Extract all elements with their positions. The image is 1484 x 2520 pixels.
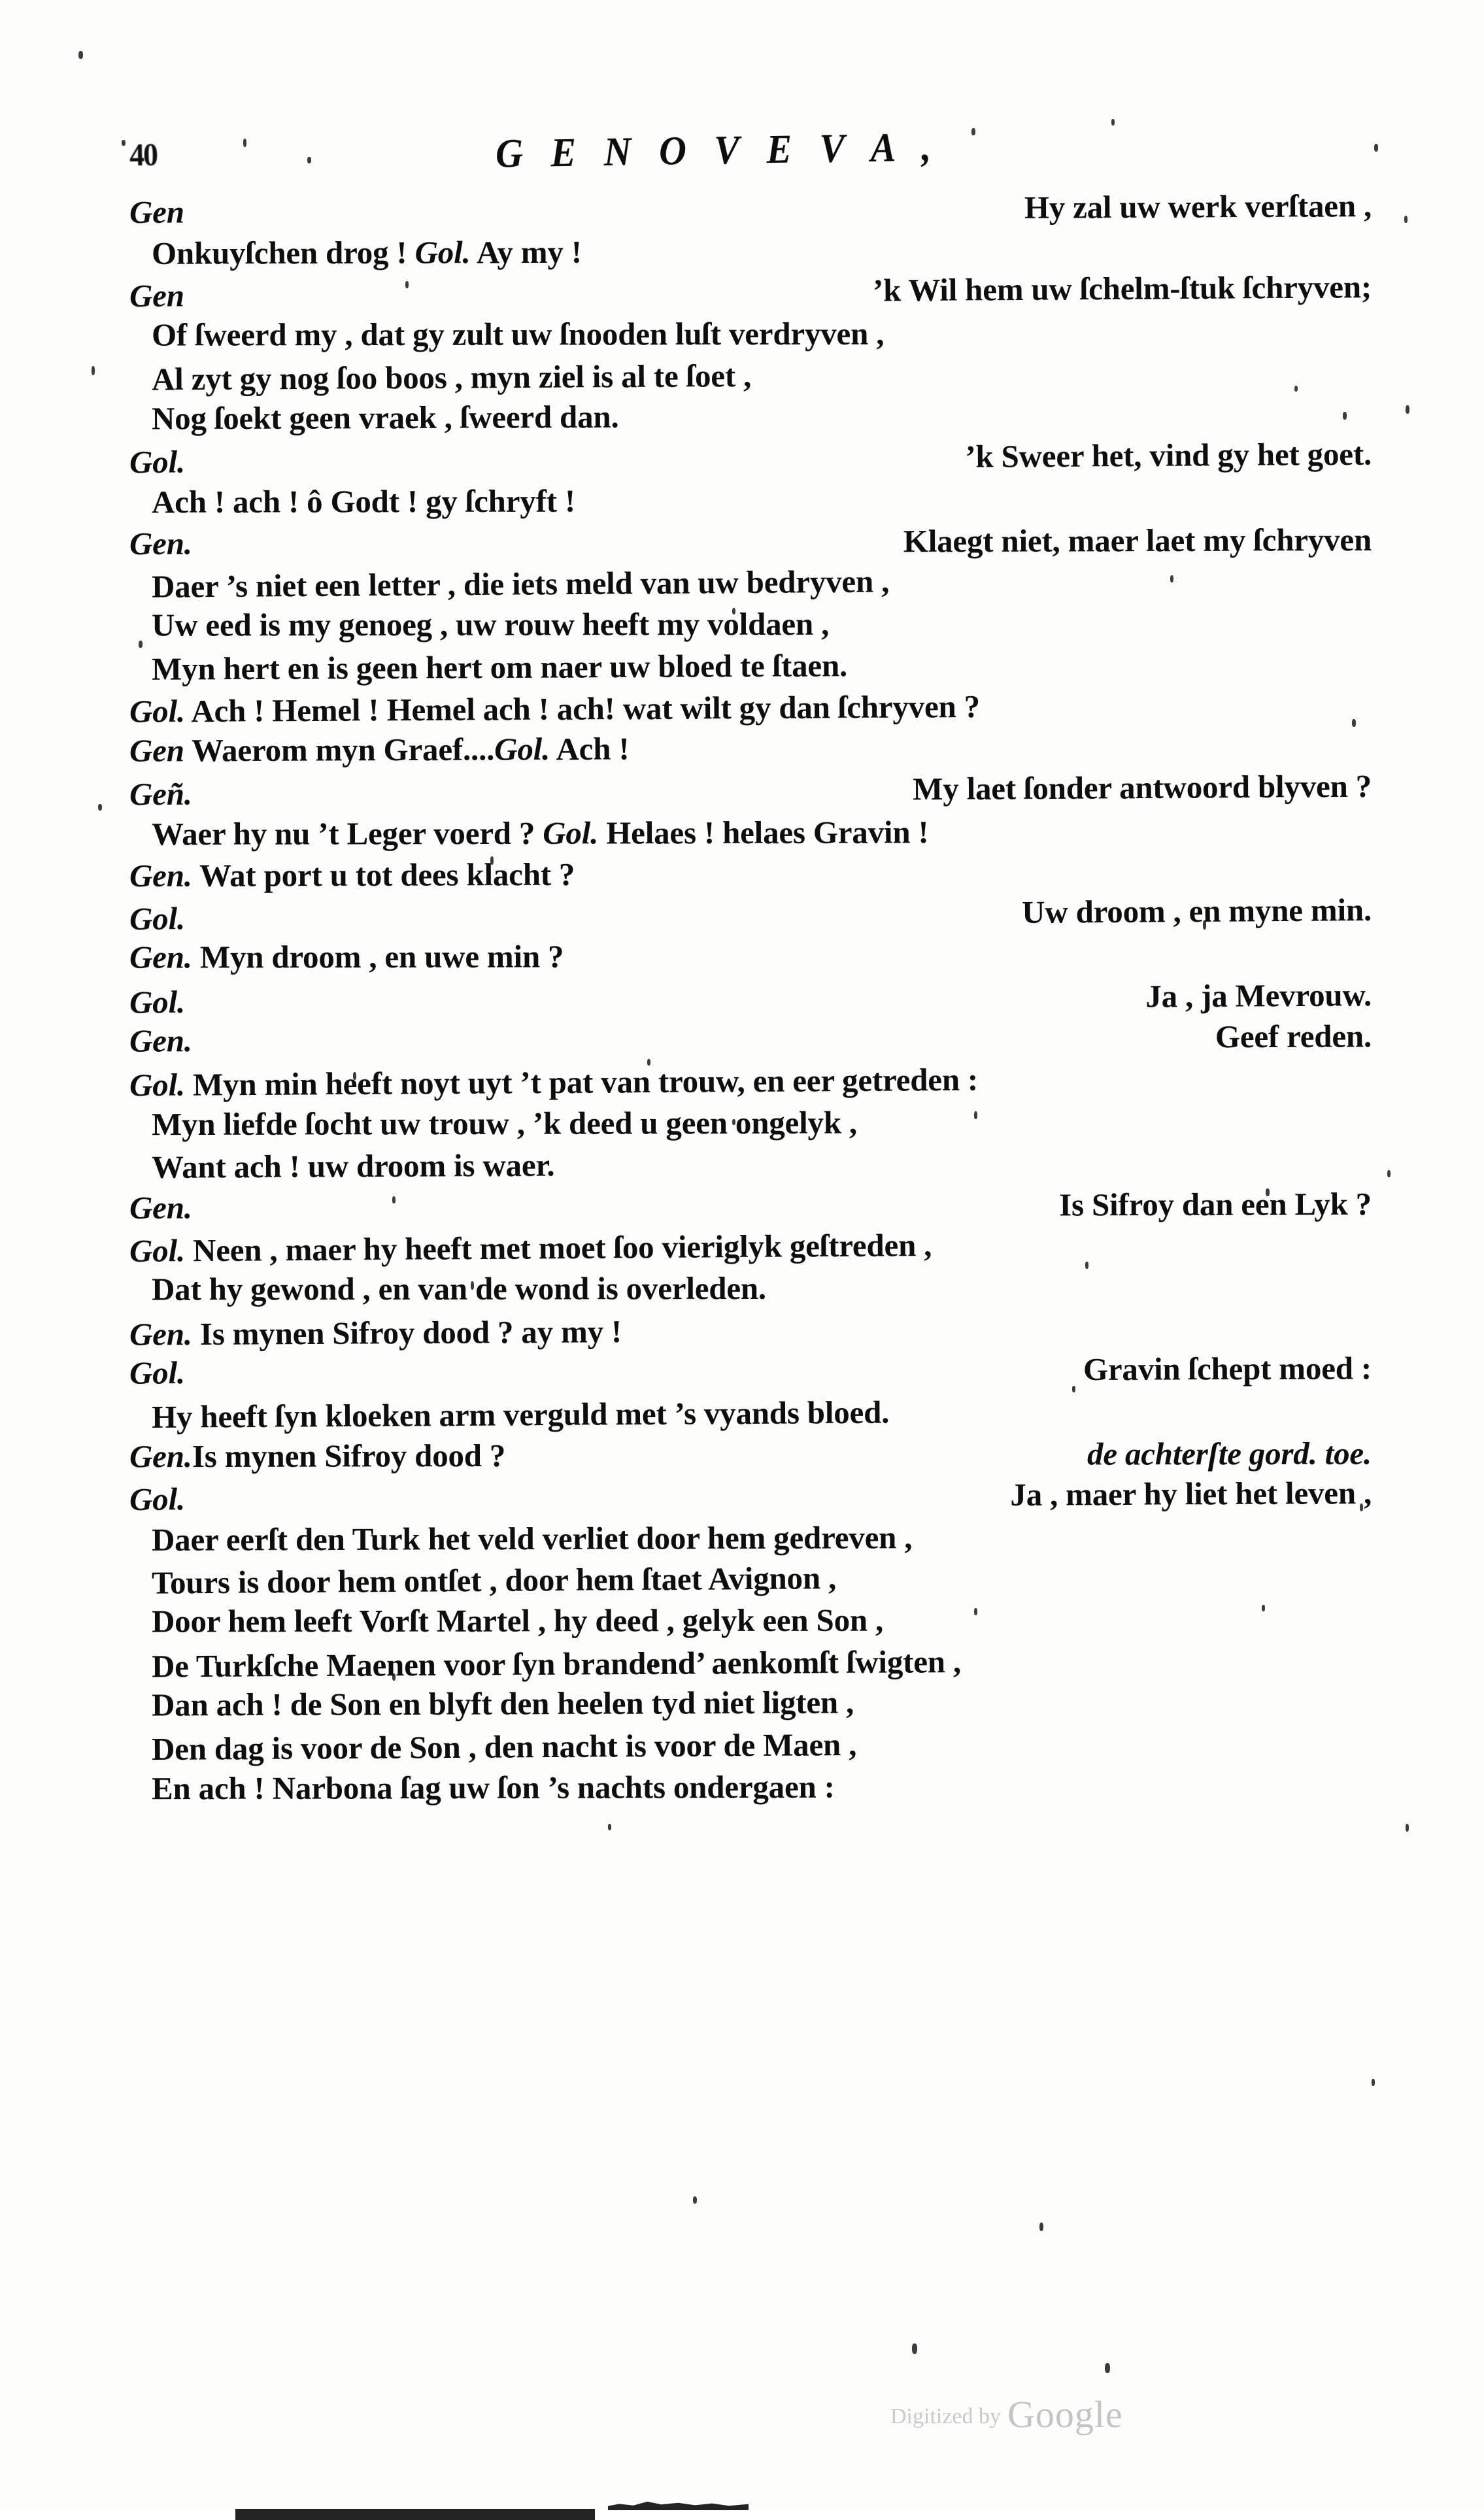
- cue-spacer: [185, 1380, 1083, 1383]
- cue-spacer: [185, 1007, 1145, 1013]
- digitized-by-google-watermark: [890, 2393, 1123, 2436]
- cue-spacer: [184, 218, 1024, 223]
- speech-text: Geef reden.: [1215, 1018, 1372, 1055]
- speaker-cue: Gen.: [129, 939, 192, 975]
- speaker-cue: Gol.: [129, 443, 186, 480]
- dialogue-line: [129, 765, 1372, 815]
- verse-tail: Ay my !: [470, 233, 582, 270]
- scan-speck: [1039, 2223, 1043, 2231]
- verse-line: [129, 810, 1372, 854]
- stage-direction: de achterſte gord. toe.: [1087, 1435, 1372, 1472]
- speaker-cue: Gen.: [129, 1189, 192, 1226]
- verse-text: Want ach ! uw droom is waer.: [151, 1147, 555, 1185]
- verse-text: Waer hy nu ’t Leger voerd ?: [151, 815, 543, 852]
- scan-edge-bar-right: [608, 2500, 749, 2510]
- speaker-cue: Gol.: [129, 983, 186, 1020]
- speaker-cue: Gen.: [129, 1315, 193, 1352]
- dialogue-line: [129, 266, 1372, 316]
- page-text-block: [129, 124, 1372, 1807]
- verse-line: [129, 478, 1372, 522]
- speech-text: My laet ſonder antwoord blyven ?: [912, 767, 1372, 807]
- inline-speaker-cue: Gol.: [543, 815, 599, 851]
- dialogue-line-with-stage-direction: [129, 1433, 1372, 1477]
- verse-line: [129, 1679, 1372, 1726]
- speaker-cue: Gol.: [129, 1481, 186, 1517]
- speaker-cue: Gol.: [129, 1354, 186, 1391]
- verse-line: [129, 557, 1372, 607]
- cue-spacer: [184, 301, 873, 307]
- speech-text: Neen , maer hy heeft met moet ſoo vieriglyk geſtreden ,: [184, 1226, 932, 1268]
- dialogue-line: [129, 1472, 1372, 1520]
- verse-line: [129, 1101, 1372, 1145]
- speech-text: Wat port u tot dees klacht ?: [192, 856, 575, 894]
- dialogue-line: [129, 974, 1372, 1023]
- verse-text: Onkuyſchen drog !: [151, 234, 415, 271]
- verse-text: Daer eerſt den Turk het veld verliet door hem gedreven ,: [151, 1519, 913, 1558]
- speaker-cue: Geñ.: [129, 775, 193, 813]
- google-wordmark: Google: [1007, 2393, 1123, 2436]
- verse-text: Myn liefde ſocht uw trouw , ’k deed u geen ongelyk ,: [151, 1104, 858, 1143]
- speech-text-2: Ach !: [550, 730, 630, 767]
- dialogue-line: [129, 1015, 1372, 1062]
- scan-speck: [1406, 405, 1409, 414]
- scan-speck: [1387, 1170, 1391, 1177]
- verse-line: [129, 1140, 1372, 1188]
- dialogue-line: [129, 433, 1372, 483]
- speaker-cue: Gol.: [129, 693, 186, 730]
- verse-text: Dan ach ! de Son en blyft den heelen tyd niet ligten ,: [151, 1684, 854, 1723]
- dialogue-line: [129, 1306, 1372, 1355]
- inline-speaker-cue: Gol.: [494, 730, 550, 767]
- speech-text: Hy zal uw werk verſtaen ,: [1024, 188, 1372, 226]
- speech-text: Ja , maer hy liet het leven ,: [1010, 1474, 1372, 1513]
- speaker-cue: Gen.: [129, 525, 192, 562]
- scan-speck: [1406, 1824, 1409, 1832]
- speech-text: Uw droom , en myne min.: [1021, 891, 1372, 930]
- dialogue-line: [129, 851, 1372, 896]
- scan-speck: [693, 2196, 697, 2204]
- verse-line: [129, 312, 1372, 356]
- scan-speck: [608, 1824, 611, 1830]
- dialogue-line: [129, 934, 1372, 978]
- speech-text: ’k Sweer het, vind gy het goet.: [965, 435, 1372, 475]
- speech-text: Myn min heeft noyt uyt ’t pat van trouw, en eer getreden :: [184, 1061, 979, 1103]
- scan-speck: [78, 51, 83, 59]
- verse-line: [129, 393, 1372, 439]
- verse-line: [129, 1720, 1372, 1770]
- verse-text: De Turkſche Maenen voor ſyn brandend’ aenkomſt ſwigten ,: [151, 1643, 962, 1684]
- verse-text: Nog ſoekt geen vraek , ſweerd dan.: [151, 398, 619, 437]
- cue-spacer: [192, 799, 913, 804]
- page-header: [129, 124, 1372, 188]
- verse-text: Al zyt gy nog ſoo boos , myn ziel is al te ſoet ,: [151, 357, 752, 397]
- cue-spacer: [185, 467, 965, 473]
- dialogue-line: [129, 725, 1372, 771]
- dialogue-line: [129, 683, 1372, 732]
- verse-tail: Helaes ! helaes Gravin !: [598, 813, 929, 851]
- dialogue-line: [129, 1056, 1372, 1105]
- dialogue-line: [129, 889, 1372, 939]
- verse-line: [129, 1638, 1372, 1687]
- cue-spacer: [192, 552, 903, 554]
- verse-text: Daer ’s niet een letter , die iets meld van uw bedryven ,: [151, 562, 890, 605]
- scan-speck: [1105, 2363, 1110, 2373]
- cue-spacer: [185, 1505, 1010, 1509]
- verse-line: [129, 1388, 1372, 1437]
- dialogue-line: [129, 185, 1372, 233]
- speaker-cue: Gol.: [129, 1066, 186, 1103]
- verse-line: [129, 1515, 1372, 1560]
- verse-line: [129, 1598, 1372, 1642]
- cue-spacer: [192, 1216, 1059, 1218]
- speaker-cue: Gen.: [129, 1438, 192, 1475]
- speech-text: Waerom myn Graef....: [184, 731, 495, 768]
- speaker-cue: Gen: [129, 277, 185, 314]
- verse-text: Myn hert en is geen hert om naer uw bloed te ſtaen.: [151, 647, 848, 687]
- speaker-cue: Gen.: [129, 1022, 192, 1059]
- verse-line: [129, 642, 1372, 690]
- watermark-prefix: Digitized by: [890, 2404, 1002, 2428]
- scan-edge-bar-left: [235, 2509, 595, 2520]
- speech-text: Is mynen Sifroy dood ? ay my !: [192, 1313, 622, 1352]
- verse-line: [129, 1553, 1372, 1604]
- dialogue-line: [129, 1183, 1372, 1228]
- dialogue-line: [129, 519, 1372, 564]
- speaker-cue: Gen: [129, 731, 184, 769]
- scan-speck: [1404, 216, 1408, 223]
- speech-text: Is Sifroy dan een Lyk ?: [1059, 1186, 1372, 1223]
- verse-line: [129, 351, 1372, 400]
- speech-text: Ja , ja Mevrouw.: [1145, 976, 1372, 1014]
- scan-speck: [1374, 144, 1378, 152]
- scan-speck: [92, 366, 95, 375]
- speech-text: ’k Wil hem uw ſchelm-ſtuk ſchryven;: [872, 269, 1372, 309]
- verse-text: Of ſweerd my , dat gy zult uw ſnooden luſt verdryven ,: [151, 315, 885, 353]
- dialogue-line: [129, 1347, 1372, 1394]
- speaker-cue: Gol.: [129, 1232, 186, 1269]
- scan-speck: [912, 2344, 917, 2354]
- scan-speck: [122, 140, 126, 146]
- speech-text: Myn droom , en uwe min ?: [192, 938, 564, 975]
- speech-text: Klaegt niet, maer laet my ſchryven: [903, 522, 1372, 560]
- dialogue-line: [129, 1221, 1372, 1271]
- speech-text: Gravin ſchept moed :: [1083, 1350, 1372, 1388]
- scan-speck: [1372, 2079, 1375, 2086]
- verse-text: Door hem leeft Vorſt Martel , hy deed , gelyk een Son ,: [151, 1602, 884, 1639]
- folio-number: 40: [129, 137, 158, 173]
- cue-spacer: [192, 1047, 1215, 1051]
- verse-line: [129, 602, 1372, 646]
- speech-text: Ach ! Hemel ! Hemel ach ! ach! wat wilt gy dan ſchryven ?: [184, 688, 981, 730]
- verse-text: Den dag is voor de Son , den nacht is voor de Maen ,: [151, 1726, 857, 1767]
- speech-text: Is mynen Sifroy dood ?: [192, 1437, 506, 1475]
- scan-speck: [1111, 119, 1115, 126]
- inline-speaker-cue: Gol.: [414, 233, 471, 271]
- verse-text: Dat hy gewond , en van de wond is overleden.: [151, 1269, 767, 1307]
- cue-spacer: [505, 1465, 1087, 1466]
- verse-text: Ach ! ach ! ô Godt ! gy ſchryft !: [151, 482, 576, 520]
- speaker-cue: Gol.: [129, 899, 186, 937]
- verse-text: Uw eed is my genoeg , uw rouw heeft my voldaen ,: [151, 605, 830, 643]
- running-title: G E N O V E V A ,: [495, 124, 941, 176]
- verse-text: En ach ! Narbona ſag uw ſon ’s nachts ondergaen :: [151, 1768, 835, 1807]
- verse-line: [129, 1765, 1372, 1809]
- scan-speck: [98, 804, 102, 811]
- verse-line: [129, 1266, 1372, 1310]
- cue-spacer: [185, 922, 1022, 928]
- verse-text: Hy heeft ſyn kloeken arm verguld met ’s vyands bloed.: [151, 1394, 890, 1435]
- speaker-cue: Gen: [129, 193, 184, 230]
- speaker-cue: Gen.: [129, 857, 192, 894]
- verse-text: Tours is door hem ontſet , door hem ſtaet Avignon ,: [151, 1559, 837, 1601]
